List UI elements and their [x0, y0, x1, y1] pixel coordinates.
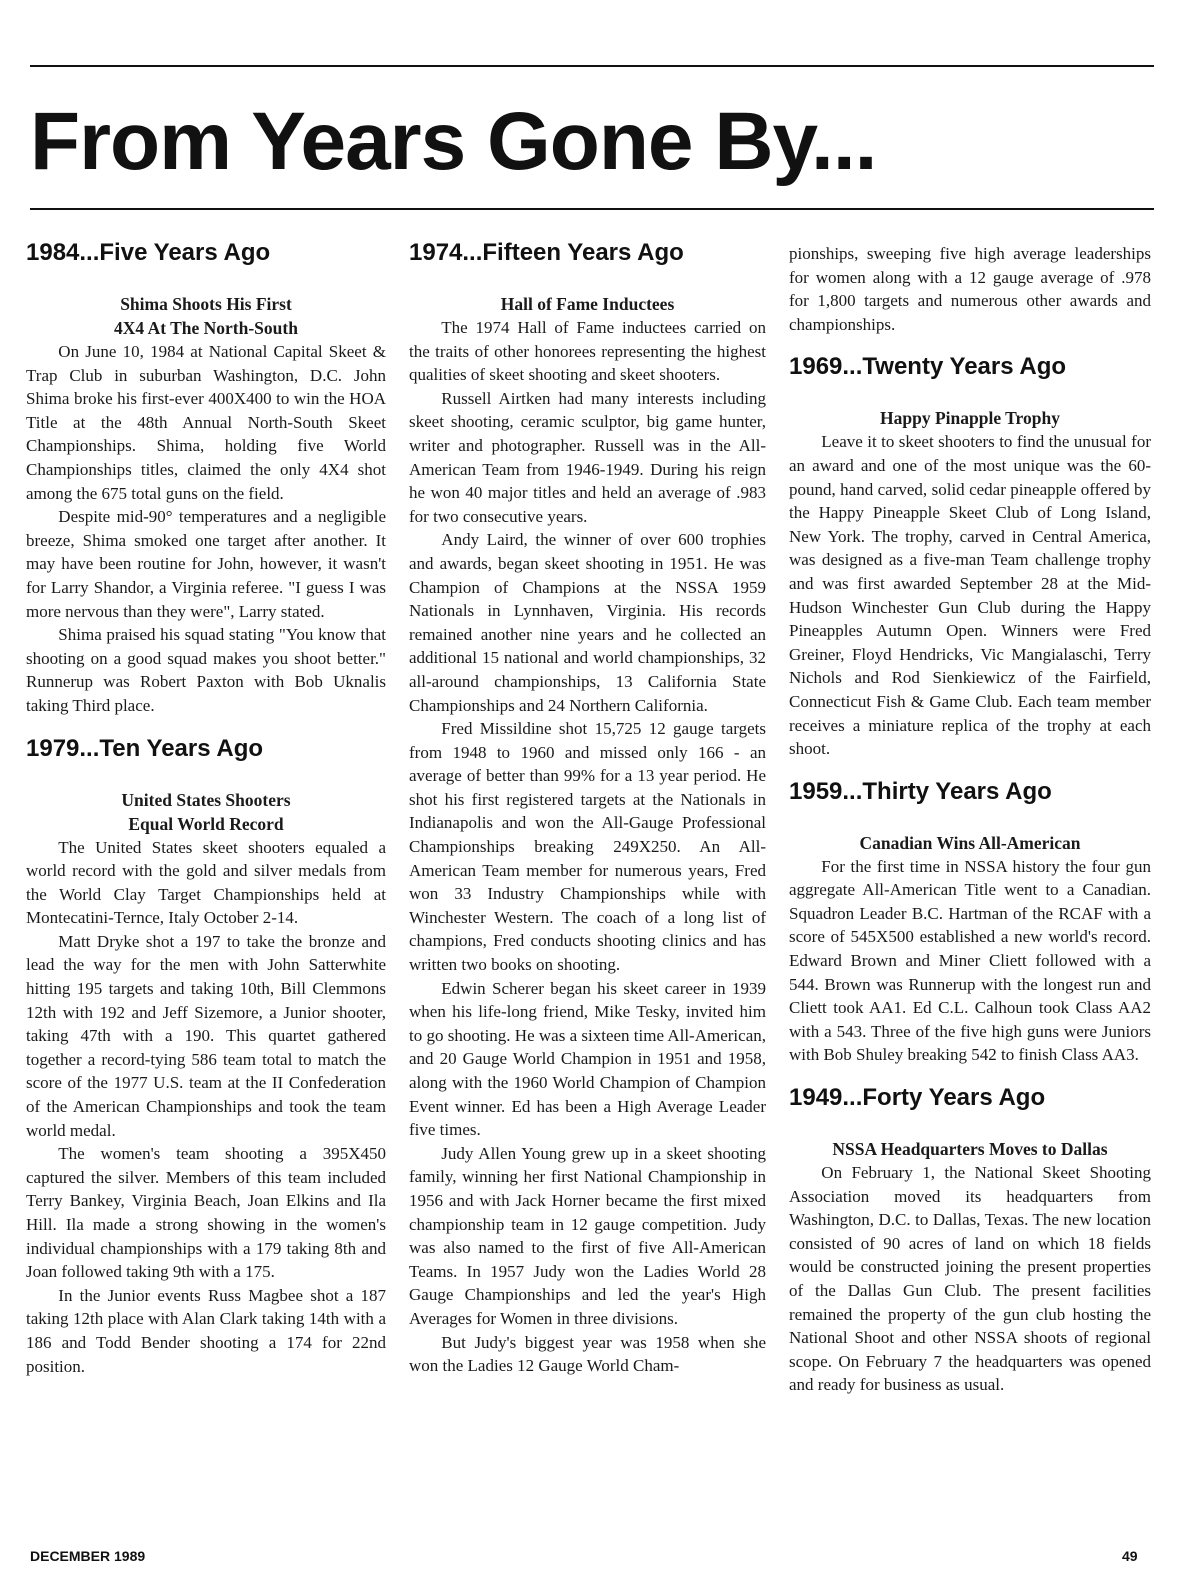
section-heading-1984: 1984...Five Years Ago: [26, 239, 271, 266]
continued-paragraph: pionships, sweeping five high average leaderships for women along with a 12 gauge average of .978 for 1,800 targets and numerous other awards and championships.: [789, 244, 1151, 334]
article-title-line-1: United States Shooters: [121, 789, 291, 810]
paragraph: On February 1, the National Skeet Shooting Association moved its headquarters from Washington, D.C. to Dallas, Texas. The new location consisted of 90 acres of land on which 18 fields would be constructed joining the present properties of the Dallas Gun Club. The present facilities remained the property of the gun club hosting the National Shoot and other NSSA shoots of regional scope. On February 7 the headquarters was opened and ready for business as usual.: [789, 1163, 1151, 1395]
paragraph: But Judy's biggest year was 1958 when she won the Ladies 12 Gauge World Cham-: [409, 1332, 766, 1376]
paragraph: On June 10, 1984 at National Capital Skeet & Trap Club in suburban Washington, D.C. John Shima broke his first-ever 400X400 to win the HOA Title at the 48th Annual North-South Skeet Championships. Shima, holding five World Championships titles, claimed the only 4X4 shot among the 675 total guns on the field.: [26, 342, 386, 503]
paragraph: The 1974 Hall of Fame inductees carried on the traits of other honorees representing the highest qualities of skeet shooting and skeet shooters.: [409, 318, 766, 385]
column-left: [26, 238, 386, 1378]
paragraph: Fred Missildine shot 15,725 12 gauge targets from 1948 to 1960 and missed only 166 - an average of better than 99% for a 13 year period. He shot his first registered targets at the Nationals in Indianapolis and won the All-Gauge Professional Championships breaking 249X250. An All-American Team member for numerous years, Fred won 33 Industry Championships while with Winchester Western. The coach of a long list of champions, Fred conducts shooting clinics and has written two books on shooting.: [409, 719, 766, 975]
paragraph: The United States skeet shooters equaled a world record with the gold and silver medals from the World Clay Target Championships held at Montecatini-Ternce, Italy October 2-14.: [26, 837, 386, 928]
section-heading-1979: 1979...Ten Years Ago: [26, 734, 264, 762]
paragraph: Edwin Scherer began his skeet career in 1939 when his life-long friend, Mike Tesky, invited him to go shooting. He was a sixteen time All-American, and 20 Gauge World Champion in 1951 and 1958, along with the 1960 World Champion of Champion Event winner. Ed has been a High Average Leader five times.: [409, 978, 766, 1140]
section-heading-1959: 1959...Thirty Years Ago: [789, 777, 1052, 805]
section-1949: [789, 1083, 1151, 1397]
paragraph: Shima praised his squad stating "You know that shooting on a good squad makes you shoot better." Runnerup was Robert Paxton with Bob Uknalis taking Third place.: [26, 625, 386, 715]
article-title-line-2: Equal World Record: [128, 813, 284, 834]
section-1979: [26, 734, 386, 1379]
article-title: Hall of Fame Inductees: [500, 294, 675, 314]
section-1974: [409, 238, 766, 1378]
article-title: NSSA Headquarters Moves to Dallas: [832, 1139, 1108, 1160]
section-1959: [789, 777, 1151, 1067]
section-heading-1969: 1969...Twenty Years Ago: [789, 353, 1067, 381]
article-title-line-1: Shima Shoots His First: [120, 294, 292, 314]
section-heading-1974: 1974...Fifteen Years Ago: [409, 239, 684, 266]
article-title: Happy Pinapple Trophy: [880, 408, 1060, 429]
page-title: From Years Gone By...: [30, 96, 877, 187]
paragraph: Judy Allen Young grew up in a skeet shooting family, winning her first National Championship in 1956 and with Jack Horner became the first mixed championship team in 12 gauge competition. Judy was also named to the first of five All-American Teams. In 1957 Judy won the Ladies World 28 Gauge Championships and led the year's High Averages for Women in three divisions.: [409, 1143, 766, 1328]
paragraph: Matt Dryke shot a 197 to take the bronze and lead the way for the men with John Satterwhite hitting 195 targets and taking 10th, Bill Clemmons 12th with 192 and Jeff Sizemore, a Junior shooter, taking 47th with a 190. This quartet gathered together a record-tying 586 team total to match the score of the 1977 U.S. team at the II Confederation of the American Championships and took the team world medal.: [26, 931, 386, 1140]
section-1984: [26, 238, 386, 718]
section-1969: [789, 352, 1151, 760]
footer-issue-date: DECEMBER 1989: [30, 1548, 146, 1564]
paragraph: The women's team shooting a 395X450 captured the silver. Members of this team included Terry Bankey, Virginia Beach, Joan Elkins and Ila Hill. Ila made a strong showing in the women's individual championships with a 179 taking 8th and Joan followed taking 9th with a 175.: [26, 1144, 386, 1282]
paragraph: Russell Airtken had many interests including skeet shooting, ceramic sculptor, big game hunter, writer and photographer. Russell was in the All-American Team from 1946-1949. During his reign he won 40 major titles and held an average of .983 for two consecutive years.: [409, 388, 766, 526]
article-title-line-2: 4X4 At The North-South: [114, 318, 298, 338]
article-title: Canadian Wins All-American: [859, 832, 1081, 853]
column-right: [789, 242, 1151, 1397]
paragraph: Despite mid-90° temperatures and a negligible breeze, Shima smoked one target after another. It may have been routine for John, however, it wasn't for Larry Shandor, a Virginia referee. "I guess I was more nervous than they were", Larry stated.: [26, 507, 386, 621]
section-heading-1949: 1949...Forty Years Ago: [789, 1084, 1046, 1112]
title-rule: [30, 208, 1154, 210]
paragraph: Leave it to skeet shooters to find the unusual for an award and one of the most unique was the 60-pound, hand carved, solid cedar pineapple offered by the Happy Pineapple Skeet Club of Long Island, New York. The trophy, carved in Central America, was designed as a five-man Team challenge trophy and was first awarded September 28 at the Mid-Hudson Winchester Gun Club during the Happy Pineapples Autumn Open. Winners were Fred Greiner, Floyd Hendricks, Vic Mangialaschi, Terry Nichols and Rod Sienkiewicz of the Fairfield, Connecticut Fish & Game Club. Each team member receives a miniature replica of the trophy at each shoot.: [789, 432, 1151, 759]
top-rule: [30, 65, 1154, 67]
column-middle: [409, 238, 766, 1378]
paragraph: In the Junior events Russ Magbee shot a 187 taking 12th place with Alan Clark taking 14th with a 186 and Todd Bender shooting a 174 for 22nd position.: [26, 1285, 386, 1376]
paragraph: Andy Laird, the winner of over 600 trophies and awards, began skeet shooting in 1951. He was Champion of Champions at the NSSA 1959 Nationals in Lynnhaven, Virginia. His records remained another nine years and he collected an additional 15 national and world championships, 32 all-around championships, 13 California State Championships and 24 Northern California.: [409, 530, 766, 715]
paragraph: For the first time in NSSA history the four gun aggregate All-American Title went to a Canadian. Squadron Leader B.C. Hartman of the RCAF with a score of 545X500 established a new world's record. Edward Brown and Miner Cliett followed with a 544. Brown was Runnerup with the longest run and Cliett took AA1. Ed C.L. Calhoun took Class AA2 with a 543. Three of the five high guns were Juniors with Bob Shuley breaking 542 to finish Class AA3.: [789, 856, 1151, 1065]
footer-page-number: 49: [1122, 1548, 1138, 1564]
